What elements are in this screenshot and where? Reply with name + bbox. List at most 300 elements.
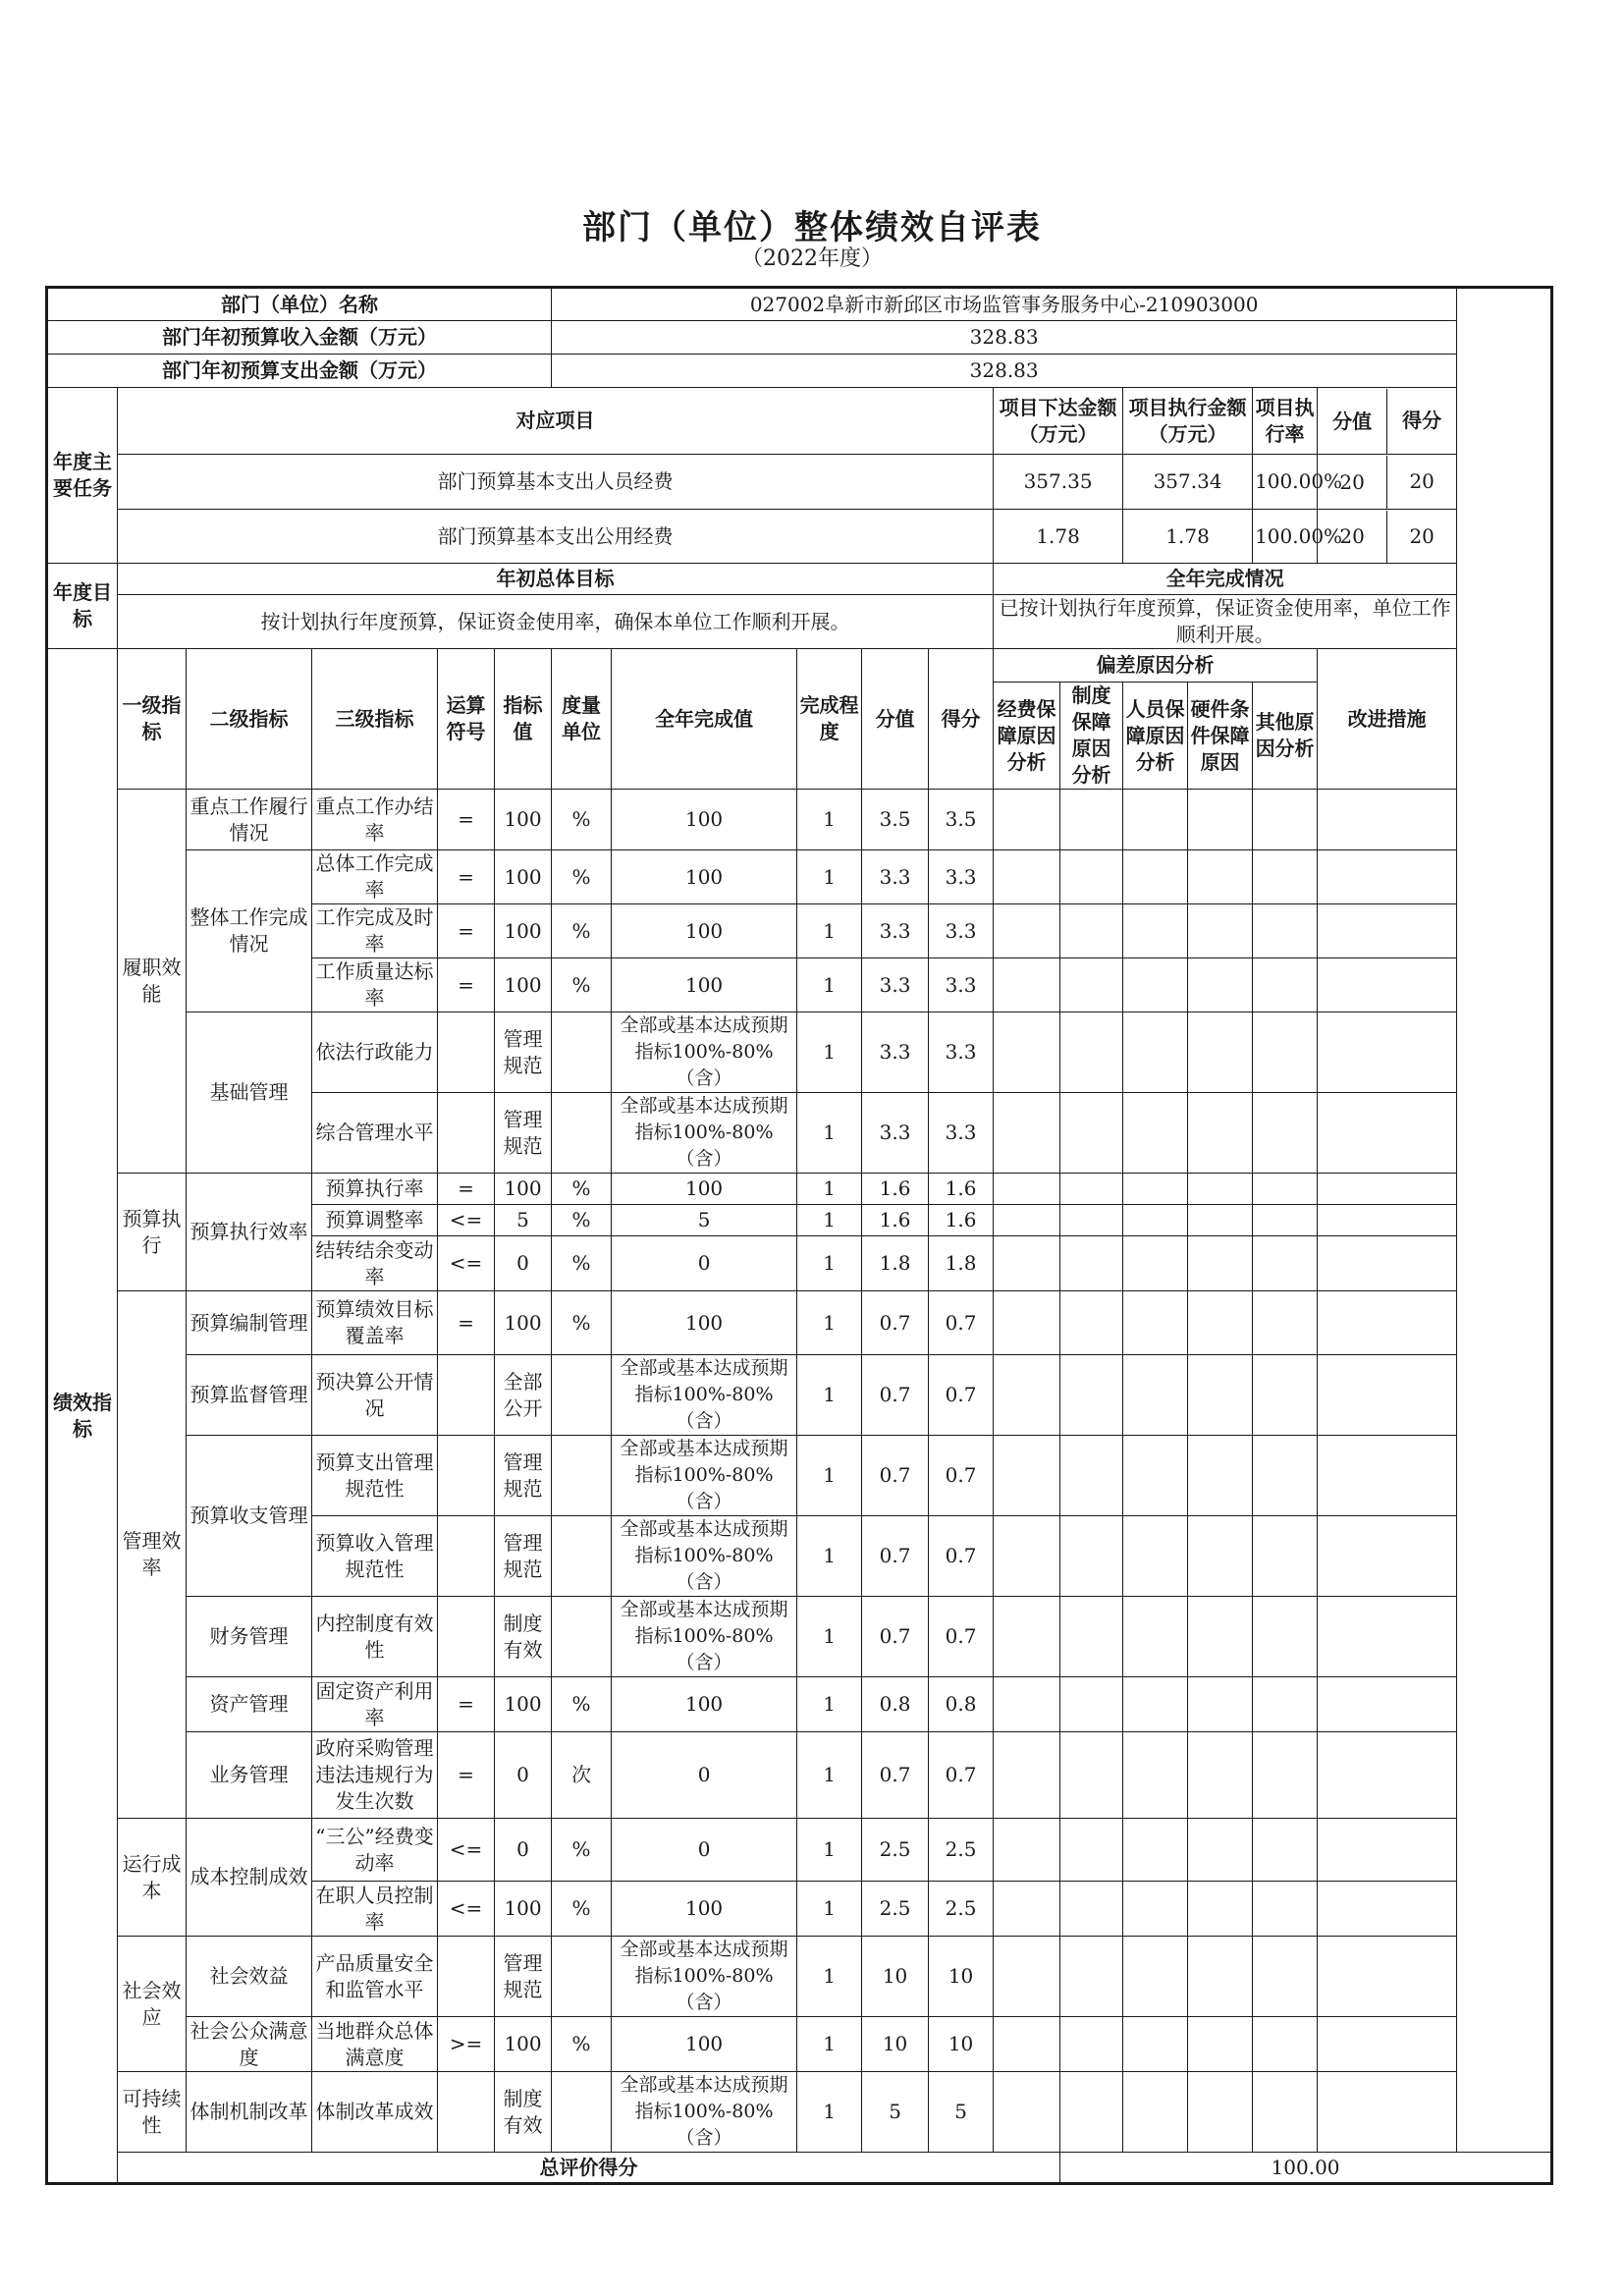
empty-cell: [1188, 1436, 1253, 1516]
indicator-unit: %: [552, 790, 612, 850]
empty-cell: [1318, 1516, 1457, 1597]
indicator-degree: 1: [797, 1597, 862, 1677]
empty-cell: [1123, 1174, 1188, 1205]
col-dev-system: 制度保障原因分析: [1060, 683, 1123, 790]
indicator-score: 3.3: [862, 904, 929, 958]
indicator-score: 2.5: [862, 1819, 929, 1882]
empty-cell: [994, 1677, 1060, 1732]
empty-cell: [1253, 1937, 1318, 2017]
empty-cell: [1253, 790, 1318, 850]
indicator-got: 3.3: [929, 850, 994, 904]
indicator-operator: >=: [438, 2017, 495, 2072]
indicator-l2: 预算编制管理: [187, 1291, 312, 1355]
empty-cell: [1188, 1516, 1253, 1597]
indicator-operator: [438, 2072, 495, 2153]
task-got: 20: [1409, 469, 1435, 493]
indicator-operator: [438, 1516, 495, 1597]
indicator-target: 100: [495, 1174, 552, 1205]
indicator-got: 1.6: [929, 1205, 994, 1236]
indicator-degree: 1: [797, 1174, 862, 1205]
indicator-degree: 1: [797, 1012, 862, 1093]
indicator-got: 5: [929, 2072, 994, 2153]
indicator-l2: 财务管理: [187, 1597, 312, 1677]
col-l2: 二级指标: [187, 649, 312, 790]
indicator-degree: 1: [797, 1236, 862, 1291]
indicator-actual: 全部或基本达成预期指标100%-80%（含）: [612, 1516, 797, 1597]
indicator-actual: 0: [612, 1819, 797, 1882]
empty-cell: [1060, 1205, 1123, 1236]
indicator-degree: 1: [797, 1677, 862, 1732]
indicator-actual: 全部或基本达成预期指标100%-80%（含）: [612, 1012, 797, 1093]
indicator-l2: 整体工作完成情况: [187, 850, 312, 1012]
indicator-got: 10: [929, 1937, 994, 2017]
indicator-target: 100: [495, 904, 552, 958]
task-issued: 357.35: [994, 455, 1123, 510]
col-got: 得分: [929, 649, 994, 790]
indicator-got: 2.5: [929, 1882, 994, 1937]
indicator-score: 10: [862, 1937, 929, 2017]
indicator-score: 3.3: [862, 850, 929, 904]
indicator-l3: “三公”经费变动率: [312, 1819, 438, 1882]
empty-cell: [1123, 1012, 1188, 1093]
empty-cell: [1318, 1205, 1457, 1236]
indicator-actual: 全部或基本达成预期指标100%-80%（含）: [612, 1937, 797, 2017]
indicator-score: 5: [862, 2072, 929, 2153]
indicator-l3: 预决算公开情况: [312, 1355, 438, 1436]
indicator-row: [47, 1355, 1552, 1436]
col-improve: 改进措施: [1318, 649, 1457, 790]
indicator-operator: [438, 1937, 495, 2017]
empty-cell: [1060, 1012, 1123, 1093]
empty-cell: [1253, 1236, 1318, 1291]
empty-cell: [1253, 1516, 1318, 1597]
page-subtitle: （2022年度）: [741, 246, 883, 271]
indicator-actual: 全部或基本达成预期指标100%-80%（含）: [612, 1436, 797, 1516]
indicator-got: 2.5: [929, 1819, 994, 1882]
empty-cell: [1188, 1093, 1253, 1174]
budget-expense-row: [47, 355, 1552, 388]
indicator-actual: 100: [612, 1882, 797, 1937]
empty-cell: [1318, 1436, 1457, 1516]
col-l3: 三级指标: [312, 649, 438, 790]
empty-cell: [1060, 904, 1123, 958]
indicator-target: 制度有效: [495, 2072, 552, 2153]
empty-cell: [994, 850, 1060, 904]
indicator-l3: 预算收入管理规范性: [312, 1516, 438, 1597]
empty-cell: [1060, 1093, 1123, 1174]
empty-cell: [994, 1516, 1060, 1597]
indicator-unit: [552, 1355, 612, 1436]
empty-cell: [1253, 1882, 1318, 1937]
empty-cell: [994, 958, 1060, 1012]
indicator-l3: 固定资产利用率: [312, 1677, 438, 1732]
empty-cell: [1060, 958, 1123, 1012]
indicator-l3: 预算执行率: [312, 1174, 438, 1205]
indicator-operator: [438, 1355, 495, 1436]
goals-initial-label: 年初总体目标: [118, 564, 994, 595]
indicator-actual: 100: [612, 790, 797, 850]
tasks-col-issued: 项目下达金额（万元）: [994, 388, 1123, 455]
page-title: 部门（单位）整体绩效自评表: [582, 208, 1042, 247]
goals-completion-label: 全年完成情况: [994, 564, 1457, 595]
indicator-operator: =: [438, 904, 495, 958]
indicator-score: 2.5: [862, 1882, 929, 1937]
indicator-target: 100: [495, 850, 552, 904]
indicator-degree: 1: [797, 1882, 862, 1937]
col-dev-hardware: 硬件条件保障原因: [1188, 683, 1253, 790]
indicator-got: 0.7: [929, 1732, 994, 1819]
empty-cell: [994, 1093, 1060, 1174]
indicator-row: [47, 1012, 1552, 1093]
budget-expense-label: 部门年初预算支出金额（万元）: [47, 355, 552, 388]
indicator-degree: 1: [797, 1937, 862, 2017]
empty-cell: [994, 790, 1060, 850]
indicator-row: [47, 790, 1552, 850]
indicator-operator: [438, 1093, 495, 1174]
indicator-actual: 100: [612, 904, 797, 958]
indicator-l3: 在职人员控制率: [312, 1882, 438, 1937]
indicator-degree: 1: [797, 850, 862, 904]
indicator-l3: 工作质量达标率: [312, 958, 438, 1012]
indicator-actual: 100: [612, 1174, 797, 1205]
empty-cell: [1060, 2072, 1123, 2153]
empty-cell: [1123, 958, 1188, 1012]
indicator-score: 3.3: [862, 958, 929, 1012]
indicator-operator: [438, 1597, 495, 1677]
indicator-got: 3.3: [929, 1012, 994, 1093]
empty-cell: [1060, 1355, 1123, 1436]
empty-cell: [1318, 1236, 1457, 1291]
indicator-target: 100: [495, 1677, 552, 1732]
col-dev-personnel: 人员保障原因分析: [1123, 683, 1188, 790]
empty-cell: [1253, 1355, 1318, 1436]
indicator-got: 0.8: [929, 1677, 994, 1732]
indicator-actual: 全部或基本达成预期指标100%-80%（含）: [612, 1597, 797, 1677]
col-l1: 一级指标: [118, 649, 187, 790]
indicator-unit: [552, 1436, 612, 1516]
indicator-unit: %: [552, 1174, 612, 1205]
empty-cell: [1060, 1236, 1123, 1291]
indicator-degree: 1: [797, 904, 862, 958]
indicator-l1: 履职效能: [118, 790, 187, 1174]
empty-cell: [1253, 1597, 1318, 1677]
indicator-l2: 重点工作履行情况: [187, 790, 312, 850]
indicator-unit: %: [552, 2017, 612, 2072]
goals-value-row: [47, 595, 1552, 649]
indicator-row: [47, 1732, 1552, 1819]
indicator-got: 1.6: [929, 1174, 994, 1205]
empty-cell: [994, 1597, 1060, 1677]
empty-cell: [1188, 790, 1253, 850]
total-row: [47, 2153, 1552, 2184]
indicator-l3: 预算绩效目标覆盖率: [312, 1291, 438, 1355]
indicator-operator: <=: [438, 1205, 495, 1236]
tasks-col-score-got: [1318, 388, 1457, 455]
indicator-got: 0.7: [929, 1291, 994, 1355]
indicator-actual: 100: [612, 1677, 797, 1732]
indicator-target: 100: [495, 790, 552, 850]
indicator-score: 1.6: [862, 1174, 929, 1205]
empty-cell: [1318, 958, 1457, 1012]
empty-cell: [1318, 1819, 1457, 1882]
empty-cell: [1060, 790, 1123, 850]
empty-cell: [1123, 1937, 1188, 2017]
empty-cell: [1318, 850, 1457, 904]
indicator-l2: 社会效益: [187, 1937, 312, 2017]
indicator-score: 0.8: [862, 1677, 929, 1732]
goals-section-label: 年度目标: [47, 564, 118, 649]
indicator-l2: 资产管理: [187, 1677, 312, 1732]
budget-income-label: 部门年初预算收入金额（万元）: [47, 321, 552, 355]
goals-completion-value: 已按计划执行年度预算，保证资金使用率，单位工作顺利开展。: [994, 595, 1457, 649]
indicator-degree: 1: [797, 1516, 862, 1597]
empty-cell: [1318, 790, 1457, 850]
empty-cell: [1253, 1819, 1318, 1882]
empty-cell: [1123, 1597, 1188, 1677]
indicator-l1: 管理效率: [118, 1291, 187, 1819]
indicator-score: 10: [862, 2017, 929, 2072]
empty-cell: [1188, 1174, 1253, 1205]
indicator-operator: =: [438, 1732, 495, 1819]
empty-cell: [1318, 2072, 1457, 2153]
indicator-l3: 总体工作完成率: [312, 850, 438, 904]
empty-cell: [1188, 1732, 1253, 1819]
empty-cell: [1188, 1355, 1253, 1436]
indicator-l3: 预算调整率: [312, 1205, 438, 1236]
empty-cell: [1060, 1436, 1123, 1516]
indicator-got: 3.3: [929, 1093, 994, 1174]
indicator-target: 0: [495, 1236, 552, 1291]
indicator-degree: 1: [797, 1093, 862, 1174]
indicator-actual: 全部或基本达成预期指标100%-80%（含）: [612, 2072, 797, 2153]
indicator-l3: 预算支出管理规范性: [312, 1436, 438, 1516]
indicator-l3: 结转结余变动率: [312, 1236, 438, 1291]
indicator-unit: %: [552, 1819, 612, 1882]
empty-cell: [1123, 2017, 1188, 2072]
empty-cell: [1123, 1205, 1188, 1236]
indicator-unit: %: [552, 1291, 612, 1355]
task-rate: 100.00%: [1253, 455, 1318, 510]
indicator-score: 0.7: [862, 1516, 929, 1597]
empty-cell: [1318, 1937, 1457, 2017]
indicator-l3: 体制改革成效: [312, 2072, 438, 2153]
budget-income-value: 328.83: [552, 321, 1457, 355]
tasks-col-executed: 项目执行金额（万元）: [1123, 388, 1253, 455]
indicator-operator: [438, 1436, 495, 1516]
indicator-degree: 1: [797, 1436, 862, 1516]
empty-cell: [1123, 1677, 1188, 1732]
indicator-l2: 成本控制成效: [187, 1819, 312, 1937]
tasks-col-got: 得分: [1402, 409, 1442, 432]
indicator-operator: <=: [438, 1882, 495, 1937]
indicator-target: 100: [495, 1291, 552, 1355]
total-label: 总评价得分: [118, 2153, 1060, 2184]
empty-cell: [994, 904, 1060, 958]
indicator-row: [47, 1174, 1552, 1205]
empty-cell: [1253, 1174, 1318, 1205]
indicator-target: 制度有效: [495, 1597, 552, 1677]
indicator-l1: 可持续性: [118, 2072, 187, 2153]
goals-header-row: [47, 564, 1552, 595]
indicator-score: 0.7: [862, 1355, 929, 1436]
indicator-got: 3.3: [929, 904, 994, 958]
indicator-got: 0.7: [929, 1597, 994, 1677]
indicator-target: 管理规范: [495, 1093, 552, 1174]
indicator-unit: [552, 1093, 612, 1174]
indicator-target: 0: [495, 1819, 552, 1882]
empty-cell: [1060, 2017, 1123, 2072]
empty-cell: [1253, 1732, 1318, 1819]
indicator-actual: 0: [612, 1732, 797, 1819]
empty-cell: [994, 1436, 1060, 1516]
self-evaluation-table: [45, 286, 1553, 2185]
indicator-unit: [552, 1516, 612, 1597]
empty-cell: [1123, 1819, 1188, 1882]
indicator-actual: 0: [612, 1236, 797, 1291]
task-item: 部门预算基本支出人员经费: [118, 455, 994, 510]
indicator-operator: =: [438, 850, 495, 904]
indicator-l3: 工作完成及时率: [312, 904, 438, 958]
empty-cell: [1060, 850, 1123, 904]
indicator-operator: =: [438, 1174, 495, 1205]
col-target: 指标值: [495, 649, 552, 790]
empty-cell: [994, 1732, 1060, 1819]
empty-cell: [1123, 1732, 1188, 1819]
indicator-degree: 1: [797, 790, 862, 850]
empty-cell: [1318, 1677, 1457, 1732]
empty-cell: [994, 1355, 1060, 1436]
indicator-target: 100: [495, 1882, 552, 1937]
empty-cell: [1318, 1174, 1457, 1205]
indicator-score: 0.7: [862, 1436, 929, 1516]
unit-name-row: [47, 288, 1552, 321]
empty-cell: [1123, 1882, 1188, 1937]
total-value: 100.00: [1060, 2153, 1552, 2184]
unit-name-label: 部门（单位）名称: [47, 288, 552, 321]
indicator-target: 全部公开: [495, 1355, 552, 1436]
empty-cell: [1123, 1436, 1188, 1516]
tasks-col-score: 分值: [1318, 389, 1387, 454]
indicator-target: 100: [495, 958, 552, 1012]
indicator-l3: 当地群众总体满意度: [312, 2017, 438, 2072]
empty-cell: [1188, 1012, 1253, 1093]
indicator-row: [47, 2072, 1552, 2153]
indicator-operator: [438, 1012, 495, 1093]
indicator-unit: [552, 2072, 612, 2153]
goals-initial-value: 按计划执行年度预算，保证资金使用率，确保本单位工作顺利开展。: [118, 595, 994, 649]
indicator-l3: 重点工作办结率: [312, 790, 438, 850]
empty-cell: [1188, 958, 1253, 1012]
empty-cell: [1188, 1597, 1253, 1677]
indicator-got: 0.7: [929, 1436, 994, 1516]
indicator-score: 0.7: [862, 1732, 929, 1819]
indicator-score: 0.7: [862, 1597, 929, 1677]
indicator-row: [47, 1436, 1552, 1516]
indicator-unit: 次: [552, 1732, 612, 1819]
indicator-l2: 预算监督管理: [187, 1355, 312, 1436]
empty-cell: [1188, 850, 1253, 904]
indicator-actual: 5: [612, 1205, 797, 1236]
empty-cell: [1060, 1174, 1123, 1205]
budget-expense-value: 328.83: [552, 355, 1457, 388]
indicator-l2: 社会公众满意度: [187, 2017, 312, 2072]
task-item: 部门预算基本支出公用经费: [118, 510, 994, 564]
empty-cell: [1253, 1291, 1318, 1355]
indicator-target: 管理规范: [495, 1937, 552, 2017]
empty-cell: [1188, 1882, 1253, 1937]
indicator-score: 3.3: [862, 1093, 929, 1174]
indicator-operator: =: [438, 958, 495, 1012]
indicator-row: [47, 2017, 1552, 2072]
empty-cell: [1253, 1205, 1318, 1236]
indicator-row: [47, 1291, 1552, 1355]
indicator-degree: 1: [797, 2017, 862, 2072]
empty-cell: [1318, 1597, 1457, 1677]
indicators-section-label: 绩效指标: [47, 649, 118, 2184]
indicator-l3: 综合管理水平: [312, 1093, 438, 1174]
indicator-score: 3.3: [862, 1012, 929, 1093]
indicator-target: 100: [495, 2017, 552, 2072]
indicator-actual: 100: [612, 850, 797, 904]
indicator-degree: 1: [797, 1205, 862, 1236]
indicator-got: 3.3: [929, 958, 994, 1012]
indicator-degree: 1: [797, 2072, 862, 2153]
indicator-row: [47, 1937, 1552, 2017]
tasks-header-row: [47, 388, 1552, 455]
indicator-unit: [552, 1012, 612, 1093]
indicator-l2: 预算收支管理: [187, 1436, 312, 1597]
col-dev-funding: 经费保障原因分析: [994, 683, 1060, 790]
col-degree: 完成程度: [797, 649, 862, 790]
indicator-score: 0.7: [862, 1291, 929, 1355]
empty-cell: [1188, 904, 1253, 958]
indicator-operator: =: [438, 1291, 495, 1355]
empty-cell: [1123, 1516, 1188, 1597]
empty-cell: [1188, 2072, 1253, 2153]
empty-cell: [994, 1937, 1060, 2017]
tasks-col-rate: 项目执行率: [1253, 388, 1318, 455]
indicator-l3: 政府采购管理违法违规行为发生次数: [312, 1732, 438, 1819]
empty-cell: [994, 1236, 1060, 1291]
indicator-degree: 1: [797, 1732, 862, 1819]
indicator-unit: %: [552, 850, 612, 904]
empty-cell: [1188, 1291, 1253, 1355]
empty-cell: [994, 2017, 1060, 2072]
tasks-section-label: 年度主要任务: [47, 388, 118, 564]
indicator-unit: [552, 1597, 612, 1677]
indicator-l2: 体制机制改革: [187, 2072, 312, 2153]
col-score: 分值: [862, 649, 929, 790]
indicator-operator: =: [438, 1677, 495, 1732]
indicator-l2: 业务管理: [187, 1732, 312, 1819]
indicator-got: 1.8: [929, 1236, 994, 1291]
indicator-unit: %: [552, 904, 612, 958]
empty-cell: [1060, 1291, 1123, 1355]
indicator-actual: 全部或基本达成预期指标100%-80%（含）: [612, 1355, 797, 1436]
empty-cell: [1060, 1677, 1123, 1732]
task-score: 20: [1318, 511, 1387, 563]
empty-cell: [1188, 1937, 1253, 2017]
empty-cell: [1188, 1677, 1253, 1732]
indicator-l3: 产品质量安全和监管水平: [312, 1937, 438, 2017]
indicator-operator: <=: [438, 1819, 495, 1882]
empty-cell: [1318, 1093, 1457, 1174]
indicator-target: 管理规范: [495, 1516, 552, 1597]
empty-cell: [1188, 2017, 1253, 2072]
indicator-unit: %: [552, 1205, 612, 1236]
indicator-l1: 运行成本: [118, 1819, 187, 1937]
indicator-score: 3.5: [862, 790, 929, 850]
